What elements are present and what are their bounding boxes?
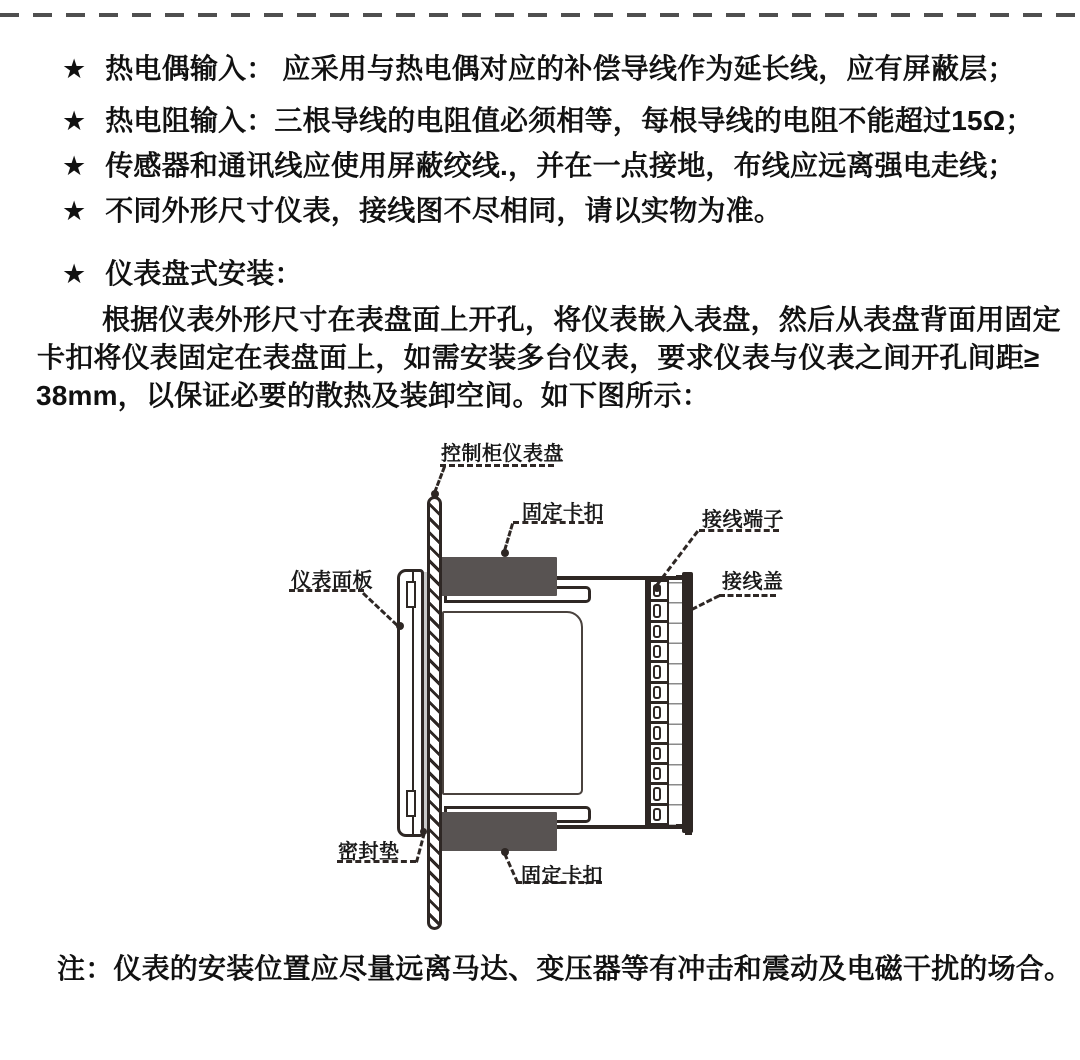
bullet-text: 热电阻输入：三根导线的电阻值必须相等，每根导线的电阻不能超过15Ω； xyxy=(105,105,1034,136)
terminal-screw-icon xyxy=(653,686,661,699)
star-icon: ★ xyxy=(62,151,87,181)
bezel-notch xyxy=(406,790,416,817)
leader-dot xyxy=(420,828,427,835)
terminal-cell xyxy=(651,623,667,643)
instrument-front-panel xyxy=(397,569,424,837)
terminal-cell xyxy=(651,765,667,785)
terminal-cell xyxy=(651,785,667,805)
label-fixing-clip-top: 固定卡扣 xyxy=(522,502,604,524)
leader-line-clip-bottom xyxy=(503,853,519,883)
terminal-block xyxy=(645,578,669,827)
fixing-clip-top xyxy=(441,557,557,596)
star-icon: ★ xyxy=(62,196,87,226)
terminal-cell xyxy=(651,806,667,823)
leader-dot xyxy=(431,490,439,498)
leader-dot xyxy=(501,848,509,856)
terminal-screw-icon xyxy=(653,808,661,821)
terminal-screw-icon xyxy=(653,665,661,678)
fixing-clip-bottom xyxy=(441,812,557,851)
leader-dot xyxy=(501,549,509,557)
terminal-screw-icon xyxy=(653,625,661,638)
installation-note: 注：仪表的安装位置应尽量远离马达、变压器等有冲击和震动及电磁干扰的场合。 xyxy=(57,953,1073,984)
star-icon: ★ xyxy=(62,259,87,289)
label-fixing-clip-bottom: 固定卡扣 xyxy=(521,865,603,887)
label-gasket: 密封垫 xyxy=(338,841,400,863)
paragraph-line: 卡扣将仪表固定在表盘面上，如需安装多台仪表，要求仪表与仪表之间开孔间距≥ xyxy=(37,342,1040,373)
terminal-screw-icon xyxy=(653,604,661,617)
label-wiring-cover: 接线盖 xyxy=(722,571,784,593)
section-title: 仪表盘式安装： xyxy=(105,258,303,289)
bezel-notch xyxy=(406,581,416,608)
bullet-text: 传感器和通讯线应使用屏蔽绞线.，并在一点接地，布线应远离强电走线； xyxy=(105,150,1016,181)
leader-line-cover xyxy=(691,594,720,611)
wiring-cover-bar xyxy=(682,572,693,833)
bullet-text: 热电偶输入： 应采用与热电偶对应的补偿导线作为延长线，应有屏蔽层； xyxy=(105,53,1016,84)
paragraph-line: 38mm，以保证必要的散热及装卸空间。如下图所示： xyxy=(36,380,710,411)
leader-dot xyxy=(396,622,404,630)
label-front-panel: 仪表面板 xyxy=(291,570,373,592)
terminal-cell xyxy=(651,663,667,683)
terminal-cell xyxy=(651,745,667,765)
terminal-cell xyxy=(651,704,667,724)
terminal-screw-icon xyxy=(653,645,661,658)
instrument-body xyxy=(442,611,583,795)
terminal-cell xyxy=(651,684,667,704)
wiring-cover-foot xyxy=(685,831,692,835)
paragraph-line: 根据仪表外形尺寸在表盘面上开孔，将仪表嵌入表盘，然后从表盘背面用固定 xyxy=(102,304,1061,335)
star-icon: ★ xyxy=(62,54,87,84)
terminal-screw-icon xyxy=(653,767,661,780)
leader-line-clip-top xyxy=(503,523,514,551)
star-icon: ★ xyxy=(62,106,87,136)
wiring-cover-nub xyxy=(676,575,684,580)
terminal-cell xyxy=(651,724,667,744)
terminal-spacer-column xyxy=(669,582,682,825)
label-cabinet-panel: 控制柜仪表盘 xyxy=(441,443,564,465)
wiring-cover-nub xyxy=(676,824,684,829)
leader-line-front-panel xyxy=(362,592,398,626)
terminal-cell xyxy=(651,643,667,663)
cabinet-panel-hatched-bar xyxy=(427,496,442,930)
terminal-screw-icon xyxy=(653,787,661,800)
label-terminal: 接线端子 xyxy=(702,509,784,531)
terminal-screw-icon xyxy=(653,747,661,760)
terminal-cell xyxy=(651,602,667,622)
terminal-screw-icon xyxy=(653,706,661,719)
label-underline xyxy=(719,594,776,597)
terminal-screw-icon xyxy=(653,726,661,739)
leader-dot xyxy=(653,584,661,592)
bullet-text: 不同外形尺寸仪表，接线图不尽相同，请以实物为准。 xyxy=(105,195,783,226)
